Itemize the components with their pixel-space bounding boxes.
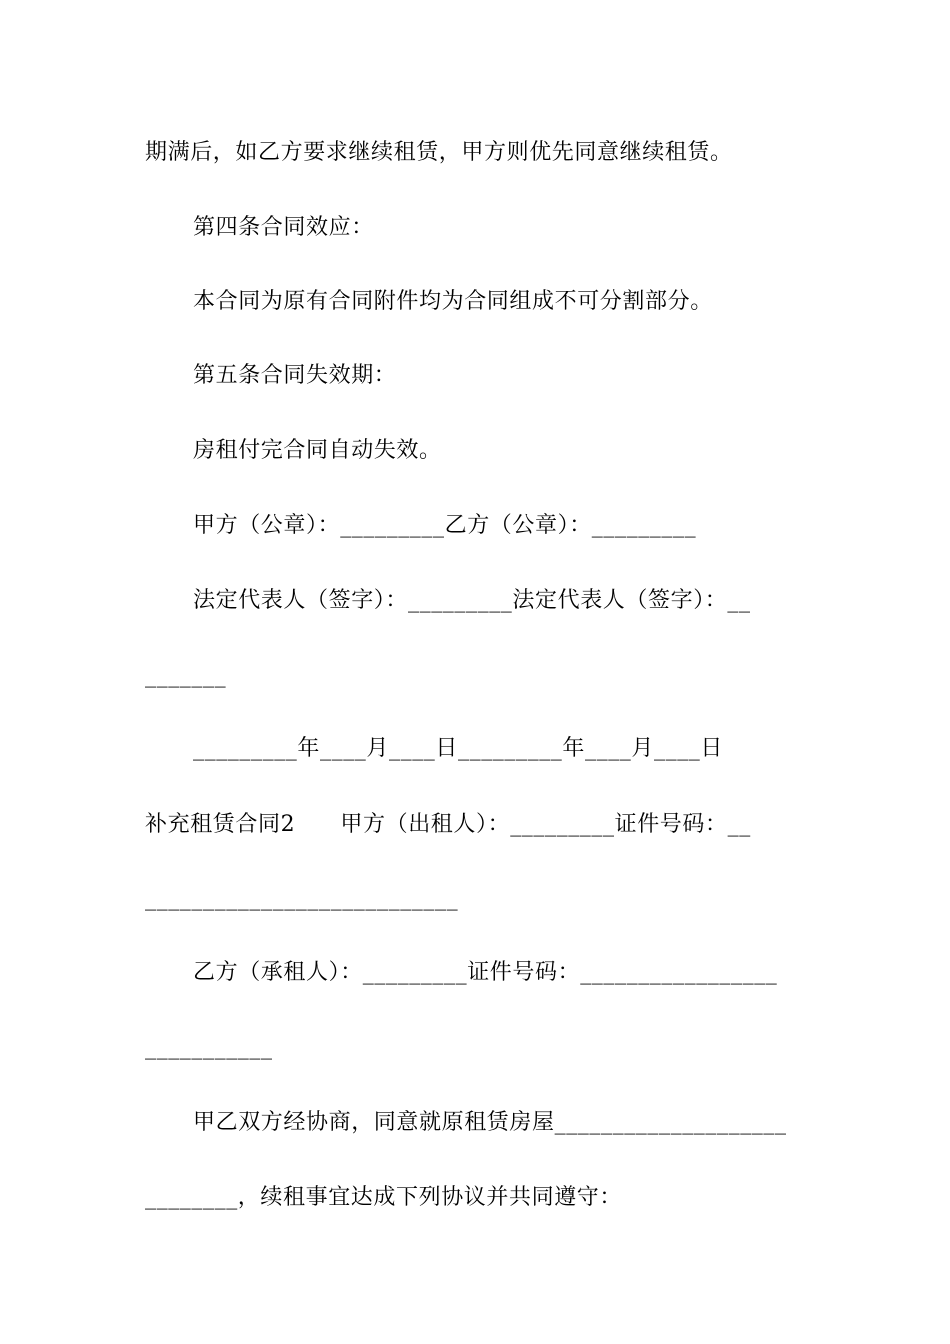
text-line-representative-fields: 法定代表人（签字）：_________法定代表人（签字）：__ — [193, 588, 751, 613]
text-line-lease-renewal-priority: 期满后，如乙方要求继续租赁，甲方则优先同意继续租赁。 — [145, 140, 733, 165]
text-line-seal-fields: 甲方（公章）：_________乙方（公章）：_________ — [193, 513, 697, 538]
text-line-article-5-heading: 第五条合同失效期： — [193, 363, 397, 388]
text-line-agreement-intro: 甲乙双方经协商，同意就原租赁房屋____________________ — [193, 1110, 787, 1135]
text-line-article-4-body: 本合同为原有合同附件均为合同组成不可分割部分。 — [193, 289, 713, 314]
text-line-article-5-body: 房租付完合同自动失效。 — [193, 438, 442, 463]
text-line-lessee-id-continuation: ___________ — [145, 1035, 273, 1060]
text-line-representative-continuation: _______ — [145, 663, 227, 688]
text-line-supplement-title-lessor: 补充租赁合同2 甲方（出租人）：_________证件号码：__ — [145, 812, 751, 837]
text-line-agreement-continuation: ________，续租事宜达成下列协议并共同遵守： — [145, 1185, 623, 1210]
text-line-lessee-fields: 乙方（承租人）：_________证件号码：_________________ — [193, 960, 778, 985]
text-line-article-4-heading: 第四条合同效应： — [193, 215, 374, 240]
text-line-lessor-id-continuation: ___________________________ — [145, 886, 459, 911]
text-line-date-fields: _________年____月____日_________年____月____日 — [193, 736, 724, 761]
